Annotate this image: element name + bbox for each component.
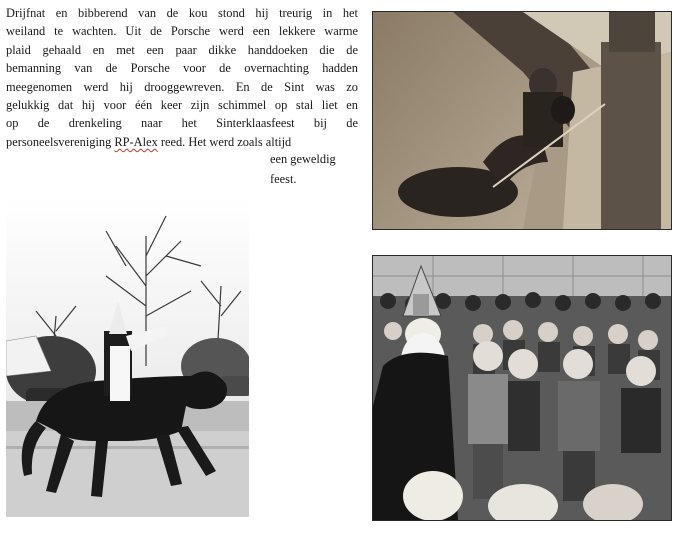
- article-line-6: gelukkig dat hij voor één keer zijn schimmel op stal liet en: [6, 98, 358, 113]
- article-line-5: meegenomen werd hij drooggewreven. En de Sint was zo: [6, 79, 358, 94]
- article-line-7: op de drenkeling naar het Sinterklaasfeest bij de: [6, 116, 358, 131]
- article-line-8-start: personeelsvereniging: [6, 134, 115, 149]
- article-line-8: [6, 133, 358, 151]
- article-tail-line-1: een geweldig: [270, 152, 336, 166]
- article-tail-line-2: feest.: [270, 172, 297, 186]
- photo-sinterklaas-party: [372, 255, 672, 521]
- photo-horse-in-ditch: [372, 11, 672, 230]
- article-line-4: bemanning van de Porsche voor de overnachting hadden: [6, 61, 358, 76]
- article-line-1: Drijfnat en bibberend van de kou stond hij treurig in het: [6, 6, 358, 20]
- article-line-3: plaid gehaald en met een paar dikke handdoeken die de: [6, 42, 358, 57]
- article-line-2: weiland te wachten. Uit de Porsche werd een lekkere warme: [6, 24, 358, 39]
- article-line-8-end: reed. Het werd zoals altijd: [157, 134, 292, 149]
- photo-sint-on-horse: [6, 196, 249, 517]
- spellcheck-underlined-word: RP-Alex: [114, 134, 158, 149]
- article-text: [6, 4, 358, 151]
